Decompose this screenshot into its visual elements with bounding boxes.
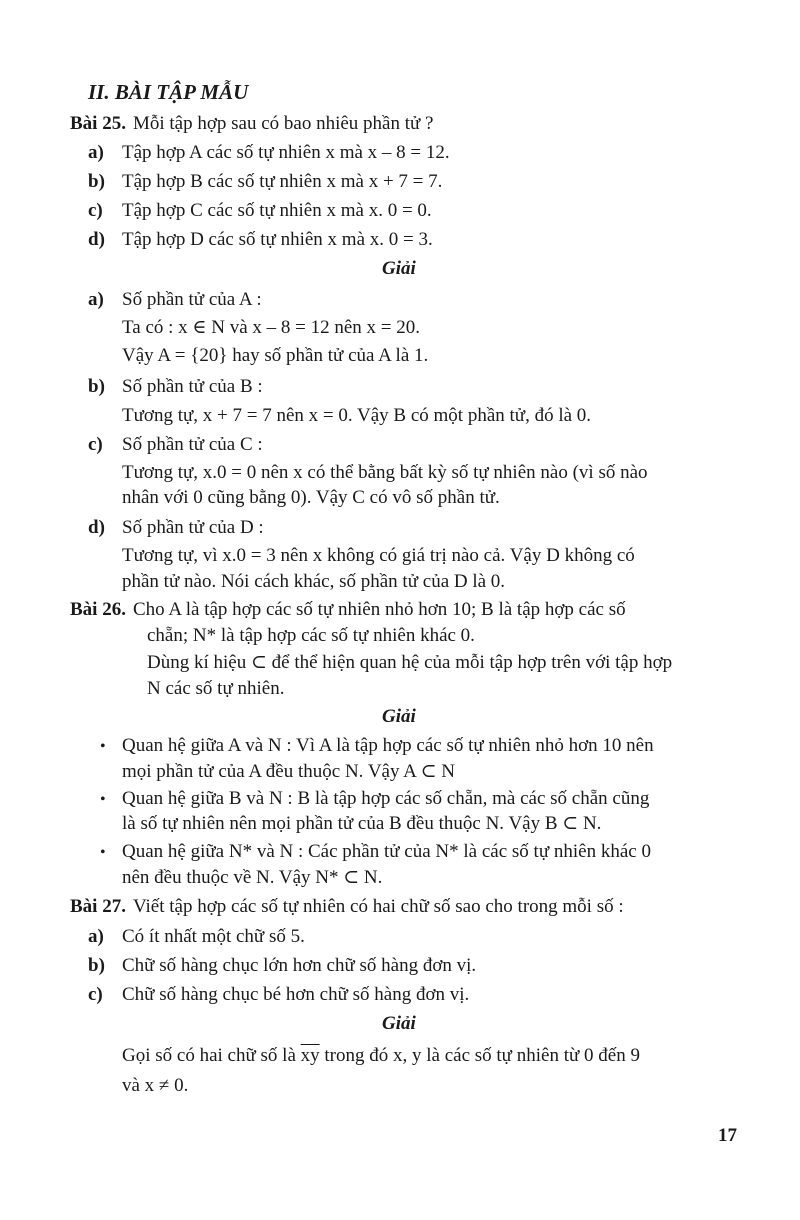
- bai25-item-a: a) Tập hợp A các số tự nhiên x mà x – 8 = 12.: [88, 142, 450, 163]
- bullet-icon: •: [100, 738, 106, 755]
- bai25-question-text: Mỗi tập hợp sau có bao nhiêu phần tử ?: [132, 113, 434, 134]
- bai25-solution-d-line: phần tử nào. Nói cách khác, số phần tử của D là 0.: [122, 571, 506, 592]
- bai26-bullet-2: • Quan hệ giữa B và N : B là tập hợp các số chẵn, mà các số chẵn cũng: [100, 787, 649, 812]
- bai25-solution-b: b) Số phần tử của B :: [88, 376, 263, 397]
- bai25-solution-b-line: Tương tự, x + 7 = 7 nên x = 0. Vậy B có một phần tử, đó là 0.: [122, 405, 592, 426]
- bai25-solution-c-line: nhân với 0 cũng bằng 0). Vậy C có vô số phần tử.: [122, 487, 500, 508]
- bai26-solution-heading: Giải: [382, 706, 416, 727]
- bai26-bullet-3: • Quan hệ giữa N* và N : Các phần tử của N* là các số tự nhiên khác 0: [100, 840, 651, 865]
- bai25-solution-d-line: Tương tự, vì x.0 = 3 nên x không có giá trị nào cả. Vậy D không có: [122, 545, 635, 566]
- bai25-solution-a-line: Ta có : x ∈ N và x – 8 = 12 nên x = 20.: [122, 317, 421, 338]
- section-title: II. BÀI TẬP MẪU: [88, 80, 249, 104]
- bai25-label: Bài 25.: [70, 113, 126, 134]
- bai25-solution-c-line: Tương tự, x.0 = 0 nên x có thể bằng bất kỳ số tự nhiên nào (vì số nào: [122, 462, 648, 483]
- bai26-label: Bài 26.: [70, 599, 126, 620]
- bai27-solution-line: Gọi số có hai chữ số là $\overline{xy}$ trong đó x, y là các số tự nhiên từ 0 đến 9: [122, 1045, 640, 1066]
- bullet-icon: •: [100, 791, 106, 808]
- bai25-solution-c: c) Số phần tử của C :: [88, 434, 263, 455]
- bai25-solution-a: a) Số phần tử của A :: [88, 289, 262, 310]
- bai26-bullet-1-line: mọi phần tử của A đều thuộc N. Vậy A ⊂ N: [122, 761, 456, 782]
- bai27-solution-heading: Giải: [382, 1013, 416, 1034]
- bai25-solution-heading: Giải: [382, 258, 416, 279]
- bai26-bullet-1: • Quan hệ giữa A và N : Vì A là tập hợp các số tự nhiên nhỏ hơn 10 nên: [100, 734, 654, 759]
- bai26-line: N các số tự nhiên.: [147, 678, 285, 699]
- bai26-line: Dùng kí hiệu ⊂ để thể hiện quan hệ của mỗi tập hợp trên với tập hợp: [147, 652, 673, 673]
- bai26-bullet-3-line: nên đều thuộc về N. Vậy N* ⊂ N.: [122, 867, 383, 888]
- bai25-item-b: b) Tập hợp B các số tự nhiên x mà x + 7 = 7.: [88, 171, 443, 192]
- bai27-label: Bài 27.: [70, 896, 126, 917]
- bai25-item-d: d) Tập hợp D các số tự nhiên x mà x. 0 = 3.: [88, 229, 433, 250]
- page-number: 17: [718, 1125, 737, 1146]
- bai25-solution-a-line: Vậy A = {20} hay số phần tử của A là 1.: [122, 345, 429, 366]
- bai26-line: chẵn; N* là tập hợp các số tự nhiên khác 0.: [147, 625, 475, 646]
- bai27-question: Bài 27. Viết tập hợp các số tự nhiên có hai chữ số sao cho trong mỗi số :: [70, 896, 624, 917]
- bai27-item-b: b) Chữ số hàng chục lớn hơn chữ số hàng đơn vị.: [88, 955, 477, 976]
- bai25-item-c: c) Tập hợp C các số tự nhiên x mà x. 0 = 0.: [88, 200, 432, 221]
- xy-overline: $\overline{xy}$: [300, 1045, 320, 1066]
- bai25-question: [70, 112, 433, 136]
- bai27-item-c: c) Chữ số hàng chục bé hơn chữ số hàng đơn vị.: [88, 984, 470, 1005]
- bai26-bullet-2-line: là số tự nhiên nên mọi phần tử của B đều thuộc N. Vậy B ⊂ N.: [122, 813, 602, 834]
- bai27-item-a: a) Có ít nhất một chữ số 5.: [88, 926, 305, 947]
- bai26-question: Bài 26. Cho A là tập hợp các số tự nhiên nhỏ hơn 10; B là tập hợp các số: [70, 599, 626, 620]
- bai27-solution-line: và x ≠ 0.: [122, 1075, 189, 1096]
- bullet-icon: •: [100, 844, 106, 861]
- bai25-solution-d: d) Số phần tử của D :: [88, 517, 264, 538]
